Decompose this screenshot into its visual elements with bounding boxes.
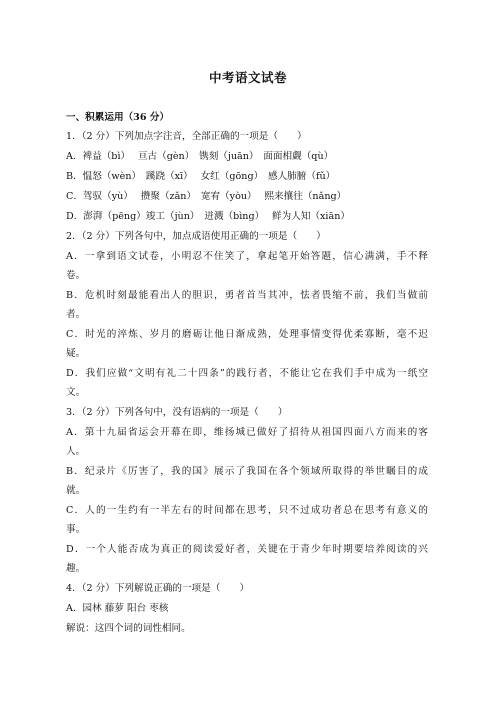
question-4-stem: 4．（2 分）下列解说正确的一项是（ ） <box>66 583 250 594</box>
section-heading: 一、积累运用（36 分） <box>66 112 170 123</box>
question-2-option-c: C．时光的淬炼、岁月的磨砺让他日渐成熟，处理事情变得优柔寡断，毫不迟 <box>66 329 428 340</box>
question-2-option-a-cont: 卷。 <box>66 270 86 281</box>
question-1-option-a: A．裨益（bì） 亘古（gèn） 镌刻（juān） 面面相觑（qù） <box>66 151 334 162</box>
question-3-option-d: D．一个人能否成为真正的阅读爱好者，关键在于青少年时期要培养阅读的兴 <box>66 544 428 555</box>
question-3-option-b: B．纪录片《厉害了，我的国》展示了我国在各个领域所取得的举世瞩目的成 <box>66 466 428 477</box>
question-2-option-b-cont: 者。 <box>66 309 86 320</box>
question-3-option-c: C．人的一生约有一半左右的时间都在思考，只不过成功者总在思考有意义的 <box>66 505 428 516</box>
question-3-option-b-cont: 就。 <box>66 485 86 496</box>
question-2-option-d-cont: 文。 <box>66 387 86 398</box>
page-title: 中考语文试卷 <box>208 70 287 85</box>
question-3-stem: 3．（2 分）下列各句中，没有语病的一项是（ ） <box>66 407 288 418</box>
question-4-option-a: A．园林 藤萝 阳台 枣核 <box>66 603 169 614</box>
question-1-option-d: D．澎湃（pēng）竣工（jùn） 迸溅（bìng） 鲜为人知（xiān） <box>66 211 350 222</box>
question-1-option-b: B．愠怒（wèn） 蹊跷（xī） 女红（gōng） 感人肺腑（fǔ） <box>66 171 336 182</box>
question-2-option-a: A．一拿到语文试卷，小明忍不住笑了，拿起笔开始答题，信心满满，手不释 <box>66 251 428 262</box>
question-3-option-c-cont: 事。 <box>66 524 86 535</box>
question-2-option-d: D．我们应做“文明有礼二十四条”的践行者，不能让它在我们手中成为一纸空 <box>66 368 428 379</box>
question-3-option-a-cont: 人。 <box>66 446 86 457</box>
question-2-option-c-cont: 疑。 <box>66 348 86 359</box>
question-1-stem: 1．（2 分）下列加点字注音，全部正确的一项是（ ） <box>66 131 307 142</box>
question-1-option-c: C．驾驭（yù） 攒聚（zǎn） 宽宥（yòu） 熙来攘往（nǎng） <box>66 191 347 202</box>
question-4-explanation: 解说：这四个词的词性相同。 <box>66 623 191 634</box>
question-2-option-b: B．危机时刻最能看出人的胆识，勇者首当其冲，怯者畏缩不前，我们当做前 <box>66 290 428 301</box>
question-2-stem: 2．（2 分）下列各句中，加点成语使用正确的一项是（ ） <box>66 231 326 242</box>
question-3-option-d-cont: 趣。 <box>66 563 86 574</box>
question-3-option-a: A．第十九届省运会开幕在即，维扬城已做好了招待从祖国四面八方而来的客 <box>66 427 428 438</box>
